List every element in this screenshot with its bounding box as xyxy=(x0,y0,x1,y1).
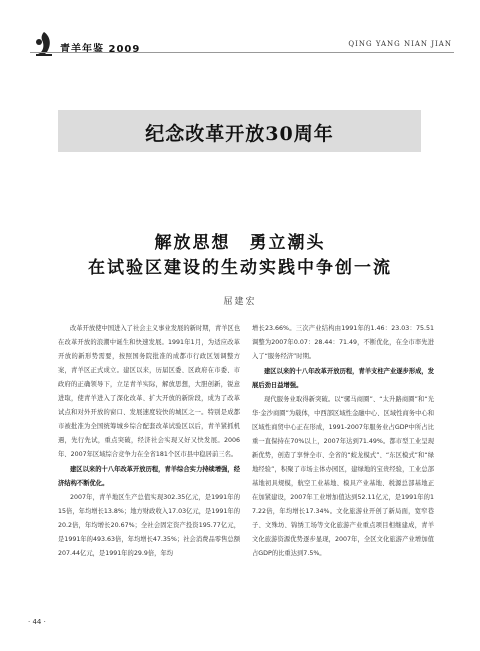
body-paragraph: 现代服务业取得新突破。以“骡马商圈”、“太升路商圈”和“光华·金沙商圈”为载体，中西部区域性金融中心、区域性商务中心和区域性商贸中心正在形成，1991-2007年服务业占GDP中所占比重一直保持在70%以上，2007年达到71.49%。都市型工业呈现新优势，创造了享誉全市、全省的“蛟龙模式”、“东区模式”和“绿地经验”，积聚了市场主体办园区，建绿地的宝贵经验，工业总部基地初具规模，航空工业基地、模具产业基地、税源总部基地正在加紧建设，2007年工业增加值达到52.11亿元，是1991年的17.22倍，年均增长17.34%。文化旅游业开创了新局面，宽窄巷子、文殊坊、锦绣工场等文化旅游产业重点项目相继建成，青羊文化旅游资源优势逐步显现，2007年，全区文化旅游产业增加值占GDP的比重达到7.5%。 xyxy=(252,396,434,557)
section-heading: 建区以来的十八年改革开放历程，青羊综合实力持续增强，经济结构不断优化。 xyxy=(58,466,241,487)
yearbook-title: 青羊年鉴 2009 xyxy=(60,44,141,55)
body-paragraph: 2007年，青羊地区生产总值实现302.35亿元，是1991年的15倍，年均增长13.8%；地方财政收入17.03亿元，是1991年的20.2倍，年均增长20.67%；全社会固定资产投资195.77亿元，是1991年的493.63倍，年均增长47.35%；社会消费品零售总额207.44亿元，是1991年的29.9倍，年均 xyxy=(58,494,240,557)
page-header xyxy=(0,0,480,60)
yearbook-logo-icon xyxy=(30,30,58,58)
article-title-line2: 在试验区建设的生动实践中争创一流 xyxy=(88,258,392,278)
article-author: 屈建宏 xyxy=(223,297,257,307)
body-paragraph: 增长23.66%。三次产业结构由1991年的1.46：23.03：75.51调整为2007年0.07：28.44：71.49，不断优化，在全市率先进入了“服务经济”时期。 xyxy=(252,325,434,360)
banner-title: 纪念改革开放30周年 xyxy=(145,123,334,145)
page-number: · 44 · xyxy=(28,618,46,626)
article-column-left xyxy=(58,322,240,561)
section-heading: 建区以来的十八年改革开放历程，青羊支柱产业逐步形成，发展后劲日益增强。 xyxy=(252,368,435,389)
article-column-right xyxy=(252,322,434,561)
yearbook-pinyin-title: QING YANG NIAN JIAN xyxy=(348,40,452,48)
article-title-line1: 解放思想 勇立潮头 xyxy=(154,233,326,253)
header-divider xyxy=(30,52,454,53)
anniversary-banner xyxy=(58,110,421,152)
body-paragraph: 改革开放使中国进入了社会主义事业发展的新时期，青羊区也在改革开放的浪潮中诞生和快速发展。1991年1月，为适应改革开放的新形势需要，按照国务院批准的成都市行政区划调整方案，青羊区正式成立。建区以来，历届区委、区政府在市委、市政府的正确领导下，立足青羊实际，解放思想，大胆创新，锐意进取，使青羊进入了深化改革、扩大开放的新阶段，成为了改革试点和对外开放的窗口、发展速度较快的城区之一。特别是成都市被批准为全国统筹城乡综合配套改革试验区以后，青羊紧抓机遇，先行先试，重点突破，经济社会实现又好又快发展。2006年、2007年区域综合竞争力在全省181个区市县中稳居前三名。 xyxy=(58,325,241,458)
